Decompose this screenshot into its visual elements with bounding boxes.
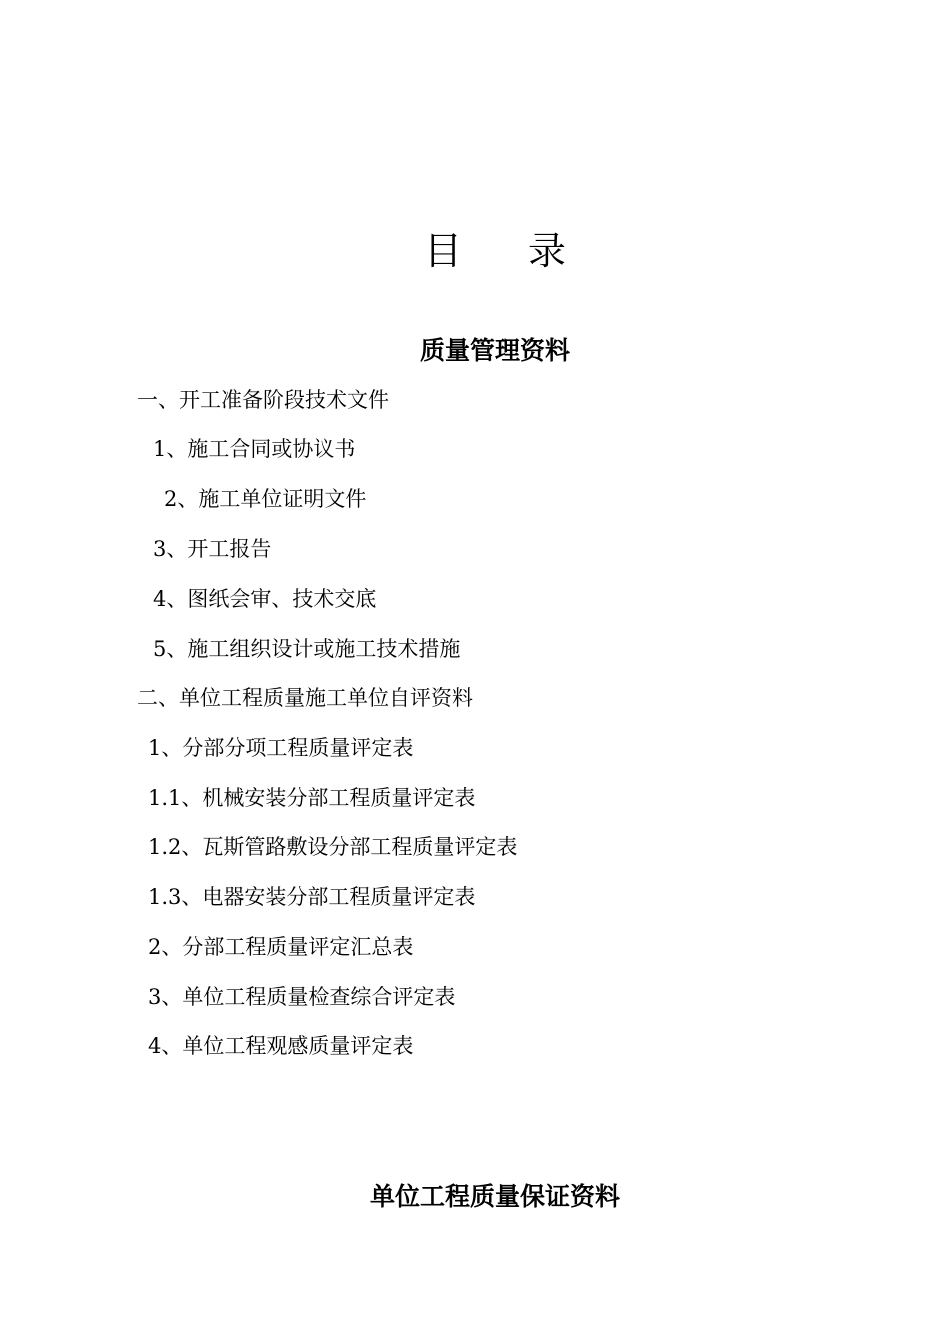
toc-item: 1.3、电器安装分部工程质量评定表 (148, 885, 476, 909)
title-char-2: 录 (528, 229, 567, 273)
title-char-1: 目 (423, 229, 462, 273)
toc-item: 4、单位工程观感质量评定表 (148, 1034, 414, 1058)
toc-item: 4、图纸会审、技术交底 (153, 587, 377, 611)
toc-item: 1、分部分项工程质量评定表 (148, 736, 414, 760)
toc-item: 3、单位工程质量检查综合评定表 (148, 985, 456, 1009)
toc-item: 2、施工单位证明文件 (164, 487, 367, 511)
section-heading-quality-assurance: 单位工程质量保证资料 (369, 1182, 620, 1211)
toc-item: 2、分部工程质量评定汇总表 (148, 935, 414, 959)
toc-item: 1、施工合同或协议书 (153, 437, 356, 461)
toc-item: 1.1、机械安装分部工程质量评定表 (148, 786, 476, 810)
section-heading-quality-management: 质量管理资料 (419, 336, 570, 365)
toc-item: 1.2、瓦斯管路敷设分部工程质量评定表 (148, 835, 518, 859)
toc-item: 二、单位工程质量施工单位自评资料 (137, 686, 473, 710)
toc-item: 一、开工准备阶段技术文件 (137, 388, 389, 412)
toc-item: 5、施工组织设计或施工技术措施 (153, 637, 461, 661)
page-title (0, 226, 950, 276)
toc-item: 3、开工报告 (153, 537, 272, 561)
